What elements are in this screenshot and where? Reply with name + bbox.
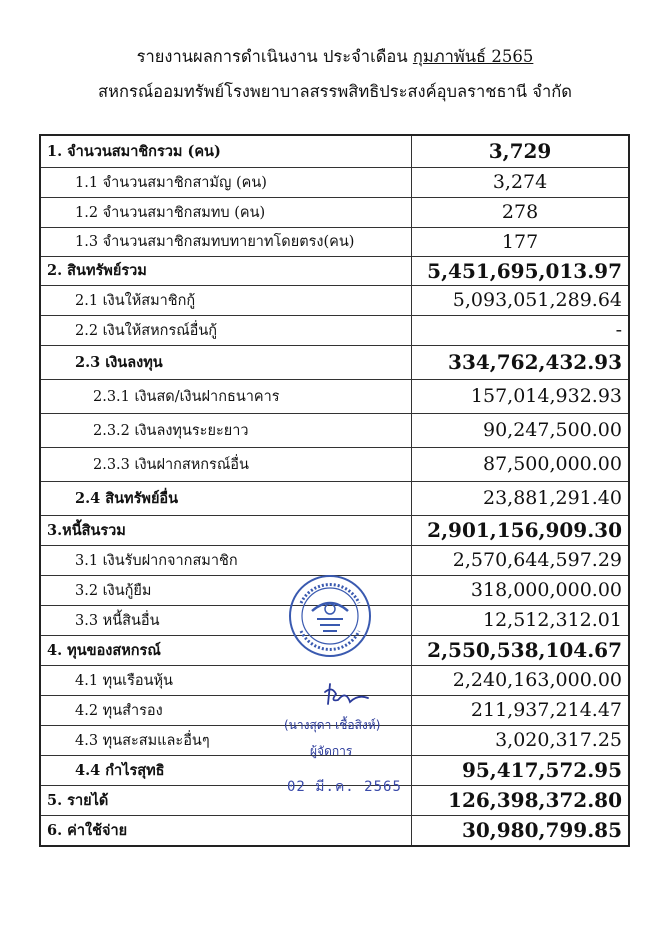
row-label: 6. ค่าใช้จ่าย bbox=[40, 815, 412, 846]
table-row bbox=[40, 315, 629, 345]
row-value: 12,512,312.01 bbox=[412, 605, 629, 635]
table-row bbox=[40, 285, 629, 315]
row-label: 2.3.1 เงินสด/เงินฝากธนาคาร bbox=[40, 379, 412, 413]
row-value: 2,901,156,909.30 bbox=[412, 515, 629, 545]
row-value: 2,550,538,104.67 bbox=[412, 635, 629, 665]
row-value: - bbox=[412, 315, 629, 345]
row-label: 1.3 จำนวนสมาชิกสมทบทายาทโดยตรง(คน) bbox=[40, 227, 412, 256]
row-label: 2.3.3 เงินฝากสหกรณ์อื่น bbox=[40, 447, 412, 481]
row-label: 2.1 เงินให้สมาชิกกู้ bbox=[40, 285, 412, 315]
report-title bbox=[0, 44, 670, 70]
report-month: กุมภาพันธ์ 2565 bbox=[412, 47, 534, 66]
table-row bbox=[40, 481, 629, 515]
table-row bbox=[40, 515, 629, 545]
row-value: 2,240,163,000.00 bbox=[412, 665, 629, 695]
row-value: 95,417,572.95 bbox=[412, 755, 629, 785]
row-label: 4.1 ทุนเรือนหุ้น bbox=[40, 665, 412, 695]
row-label: 4.2 ทุนสำรอง bbox=[40, 695, 412, 725]
row-value: 3,020,317.25 bbox=[412, 725, 629, 755]
row-value: 3,729 bbox=[412, 135, 629, 167]
organization-name: สหกรณ์ออมทรัพย์โรงพยาบาลสรรพสิทธิประสงค์อุบลราชธานี จำกัด bbox=[98, 82, 572, 101]
table-row bbox=[40, 815, 629, 846]
row-value: 2,570,644,597.29 bbox=[412, 545, 629, 575]
table-row bbox=[40, 167, 629, 197]
row-label: 3.1 เงินรับฝากจากสมาชิก bbox=[40, 545, 412, 575]
row-value: 334,762,432.93 bbox=[412, 345, 629, 379]
table-row bbox=[40, 256, 629, 285]
row-value: 30,980,799.85 bbox=[412, 815, 629, 846]
row-value: 5,093,051,289.64 bbox=[412, 285, 629, 315]
table-row bbox=[40, 413, 629, 447]
row-label: 4.3 ทุนสะสมและอื่นๆ bbox=[40, 725, 412, 755]
report-title-prefix: รายงานผลการดำเนินงาน ประจำเดือน bbox=[136, 47, 413, 66]
row-value: 5,451,695,013.97 bbox=[412, 256, 629, 285]
manager-role: ผู้จัดการ bbox=[310, 744, 353, 758]
row-label: 2.4 สินทรัพย์อื่น bbox=[40, 481, 412, 515]
row-label: 2.2 เงินให้สหกรณ์อื่นกู้ bbox=[40, 315, 412, 345]
row-label: 2. สินทรัพย์รวม bbox=[40, 256, 412, 285]
manager-name: (นางสุดา เชื้อสิงห์) bbox=[284, 718, 381, 732]
row-value: 23,881,291.40 bbox=[412, 481, 629, 515]
row-label: 4.4 กำไรสุทธิ bbox=[40, 755, 412, 785]
cooperative-seal-stamp bbox=[287, 573, 373, 659]
table-row bbox=[40, 379, 629, 413]
row-value: 211,937,214.47 bbox=[412, 695, 629, 725]
table-row bbox=[40, 345, 629, 379]
row-value: 87,500,000.00 bbox=[412, 447, 629, 481]
row-label: 1.1 จำนวนสมาชิกสามัญ (คน) bbox=[40, 167, 412, 197]
date-stamp: 02 มี.ค. 2565 bbox=[287, 779, 402, 795]
row-label: 5. รายได้ bbox=[40, 785, 412, 815]
row-value: 278 bbox=[412, 197, 629, 227]
table-row bbox=[40, 135, 629, 167]
row-label: 3.3 หนี้สินอื่น bbox=[40, 605, 412, 635]
row-value: 126,398,372.80 bbox=[412, 785, 629, 815]
row-value: 157,014,932.93 bbox=[412, 379, 629, 413]
row-label: 1.2 จำนวนสมาชิกสมทบ (คน) bbox=[40, 197, 412, 227]
row-label: 3.หนี้สินรวม bbox=[40, 515, 412, 545]
row-label: 2.3 เงินลงทุน bbox=[40, 345, 412, 379]
table-row bbox=[40, 227, 629, 256]
row-label: 1. จำนวนสมาชิกรวม (คน) bbox=[40, 135, 412, 167]
row-label: 4. ทุนของสหกรณ์ bbox=[40, 635, 412, 665]
row-label: 3.2 เงินกู้ยืม bbox=[40, 575, 412, 605]
row-value: 318,000,000.00 bbox=[412, 575, 629, 605]
row-value: 90,247,500.00 bbox=[412, 413, 629, 447]
table-row bbox=[40, 447, 629, 481]
row-value: 177 bbox=[412, 227, 629, 256]
row-value: 3,274 bbox=[412, 167, 629, 197]
table-row bbox=[40, 545, 629, 575]
row-label: 2.3.2 เงินลงทุนระยะยาว bbox=[40, 413, 412, 447]
table-row bbox=[40, 197, 629, 227]
